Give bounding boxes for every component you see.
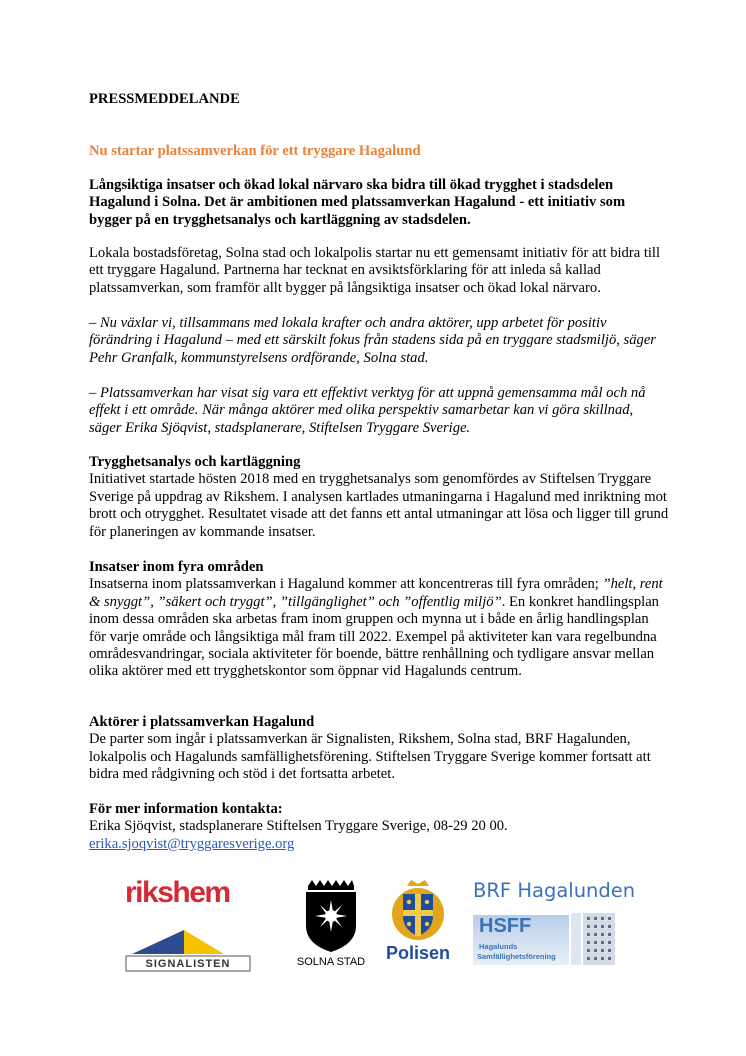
rikshem-wordmark: rikshem	[125, 876, 230, 909]
rikshem-logo	[125, 876, 255, 910]
section-body: De parter som ingår i platssamverkan är Signalisten, Rikshem, Solna stad, BRF Hagalunden, lokalpolis och Hagalunds samfällighetsförening. Stiftelsen Tryggare Sverige kommer fortsatt att bidra med rådgivning och stöd i det fortsatta arbetet.	[89, 731, 651, 783]
polisen-logo	[385, 878, 451, 968]
hsff-wordmark: HSFF	[479, 915, 532, 937]
hsff-subtitle-1: Hagalunds	[479, 942, 518, 951]
contact-block	[89, 801, 669, 853]
press-release-title: Nu startar platssamverkan för ett tryggare Hagalund	[89, 143, 421, 159]
polisen-wordmark: Polisen	[385, 943, 451, 963]
police-badge-icon	[385, 878, 451, 944]
contact-heading: För mer information kontakta:	[89, 801, 283, 817]
section-aktorer	[89, 714, 669, 784]
brf-wordmark: BRF Hagalunden	[473, 879, 636, 902]
brf-hagalunden-logo	[473, 876, 643, 906]
quote-sjoqvist: – Platssamverkan har visat sig vara ett effektivt verktyg för att uppnå gemensamma mål och nå effekt i ett område. När många aktörer med olika perspektiv samarbetar kan vi göra skillnad, säger Erika Sjöqvist, stadsplanerare, Stiftelsen Tryggare Sverige.	[89, 385, 646, 436]
solna-wordmark: SOLNA STAD	[296, 956, 366, 968]
signalisten-logo	[124, 923, 252, 973]
document-label: PRESSMEDDELANDE	[89, 91, 240, 107]
lead-paragraph: Långsiktiga insatser och ökad lokal närvaro ska bidra till ökad trygghet i stadsdelen Hagalund i Solna. Det är ambitionen med platssamverkan Hagalund - ett initiativ som bygger på en trygghetsanalys och kartläggning av stadsdelen.	[89, 177, 626, 228]
section-heading: Trygghetsanalys och kartläggning	[89, 454, 301, 470]
section-heading: Insatser inom fyra områden	[89, 559, 264, 575]
hsff-subtitle-2: Samfällighetsförening	[477, 952, 556, 961]
quote-granfalk: – Nu växlar vi, tillsammans med lokala krafter och andra aktörer, upp arbetet för positiv förändring i Hagalund – med ett särskilt fokus från stadens sida på en tryggare stadsmiljö, säger Pehr Granfalk, kommunstyrelsens ordförande, Solna stad.	[89, 315, 656, 366]
focus-areas-italic: ”helt, rent & snyggt”, ”säkert och tryggt”, ”tillgänglighet” och ”offentlig miljö”	[89, 576, 663, 610]
solna-stad-logo	[296, 880, 366, 972]
contact-email-link[interactable]: erika.sjoqvist@tryggaresverige.org	[89, 835, 295, 852]
contact-line: Erika Sjöqvist, stadsplanerare Stiftelsen Tryggare Sverige, 08-29 20 00.	[89, 818, 508, 835]
solna-crest-icon	[296, 880, 366, 954]
section-heading: Aktörer i platssamverkan Hagalund	[89, 714, 315, 730]
signalisten-wordmark: SIGNALISTEN	[145, 958, 231, 970]
section-insatser	[89, 559, 669, 681]
section-body: Initiativet startade hösten 2018 med en trygghetsanalys som genomfördes av Stiftelsen Tryggare Sverige på uppdrag av Rikshem. I analysen kartlades utmaningarna i Hagalund med inriktning mot brott och otrygghet. Resultatet visade att det fanns ett antal utmaningar att lösa och ligger till grund för planeringen av kommande insatser.	[89, 471, 669, 540]
section-body-part: . En konkret handlingsplan inom dessa områden ska arbetas fram inom gruppen och mynna ut i både en årlig handlingsplan för varje område och långsiktiga mål fram till 2022. Exempel på aktiviteter kan vara regelbundna områdesvandringar, sociala aktiviteter för boende, bättre renhållning och tydligare ansvar mellan olika aktörer med ett trygghetskontor som öppnar vid Hagalunds centrum.	[89, 593, 659, 680]
section-trygghetsanalys	[89, 454, 669, 541]
intro-paragraph: Lokala bostadsföretag, Solna stad och lokalpolis startar nu ett gemensamt initiativ för att bidra till ett tryggare Hagalund. Partnerna har tecknat en avsiktsförklaring för att inleda så kallad platssamverkan, som framför allt bygger på långsiktiga insatser och ökad lokal närvaro.	[89, 245, 661, 296]
section-body-part: Insatserna inom platssamverkan i Hagalund kommer att koncentreras till fyra områden;	[89, 576, 603, 593]
hsff-logo	[473, 913, 615, 967]
